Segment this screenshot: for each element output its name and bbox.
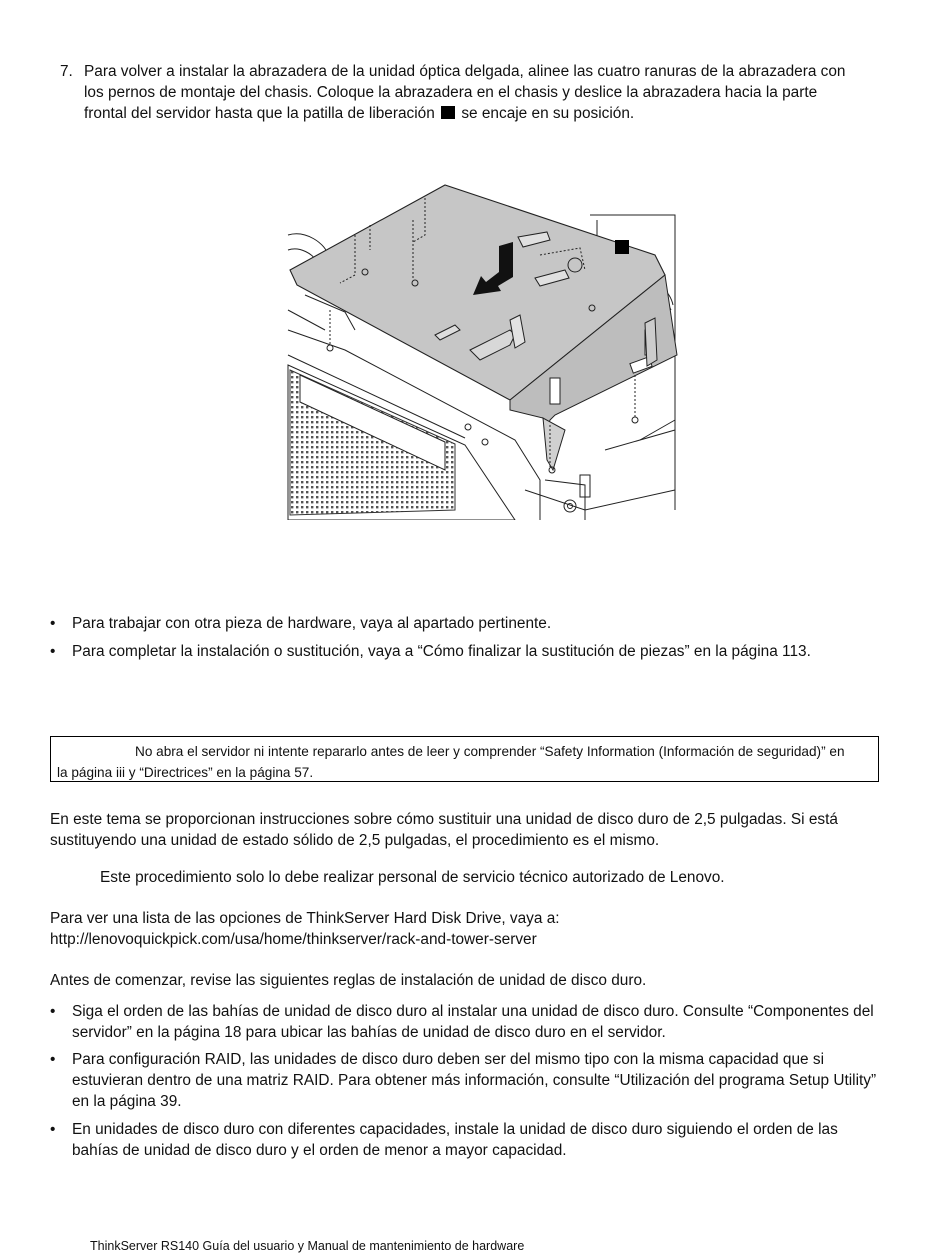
page-footer: ThinkServer RS140 Guía del usuario y Manual de mantenimiento de hardware (90, 1239, 525, 1253)
next-step-item-2: • Para completar la instalación o sustitución, vaya a “Cómo finalizar la sustitución de piezas” en la página 113. (50, 643, 811, 660)
intro-paragraph: En este tema se proporcionan instrucciones sobre cómo sustituir una unidad de disco duro de 2,5 pulgadas. Si está sustituyendo una unidad de estado sólido de 2,5 pulgadas, el procedimiento es el mismo. (50, 811, 838, 849)
step-number: 7. (60, 63, 73, 80)
step-text (84, 61, 860, 124)
options-url-link[interactable]: http://lenovoquickpick.com/usa/home/thinkserver/rack-and-tower-server (50, 931, 537, 948)
bullet-icon: • (50, 1003, 56, 1020)
safety-notice-box (50, 736, 879, 782)
next-step-item-1: • Para trabajar con otra pieza de hardware, vaya al apartado pertinente. (50, 615, 552, 632)
safety-notice-text: No abra el servidor ni intente repararlo antes de leer y comprender “Safety Information (Información de seguridad)” en la página iii y “Directrices” en la página 57. (57, 744, 845, 780)
rules-intro: Antes de comenzar, revise las siguientes reglas de instalación de unidad de disco duro. (50, 972, 647, 989)
callout-1-marker (615, 240, 629, 254)
bullet-icon: • (50, 615, 56, 632)
bullet-icon: • (50, 1121, 56, 1138)
rule-item-1: • Siga el orden de las bahías de unidad de disco duro al instalar una unidad de disco duro. Consulte “Componentes del servidor” en la página 18 para ubicar las bahías de unidad de disco duro en el servidor. (50, 1003, 874, 1041)
rule-item-2: • Para configuración RAID, las unidades de disco duro deben ser del mismo tipo con la misma capacidad que si estuvieran dentro de una matriz RAID. Para obtener más información, consulte “Utilización del programa Setup Utility” en la página 39. (50, 1051, 877, 1110)
rule-item-3: • En unidades de disco duro con diferentes capacidades, instale la unidad de disco duro siguiendo el orden de las bahías de unidad de disco duro y el orden de menor a mayor capacidad. (50, 1121, 838, 1159)
bullet-icon: • (50, 643, 56, 660)
bullet-icon: • (50, 1051, 56, 1068)
note-text: Este procedimiento solo lo debe realizar personal de servicio técnico autorizado de Lenovo. (100, 869, 725, 886)
step-7 (60, 61, 860, 124)
slim-optical-drive-bracket-illustration (285, 180, 680, 520)
callout-1-marker-icon (441, 106, 455, 119)
options-line: Para ver una lista de las opciones de ThinkServer Hard Disk Drive, vaya a: (50, 910, 560, 927)
step-text-part-1: Para volver a instalar la abrazadera de la unidad óptica delgada, alinee las cuatro ranuras de la abrazadera con los pernos de montaje del chasis. Coloque la abrazadera en el chasis y deslice la abrazadera hacia la parte frontal del servidor hasta que la patilla de liberación (84, 63, 846, 122)
step-text-part-2: se encaje en su posición. (461, 105, 635, 122)
